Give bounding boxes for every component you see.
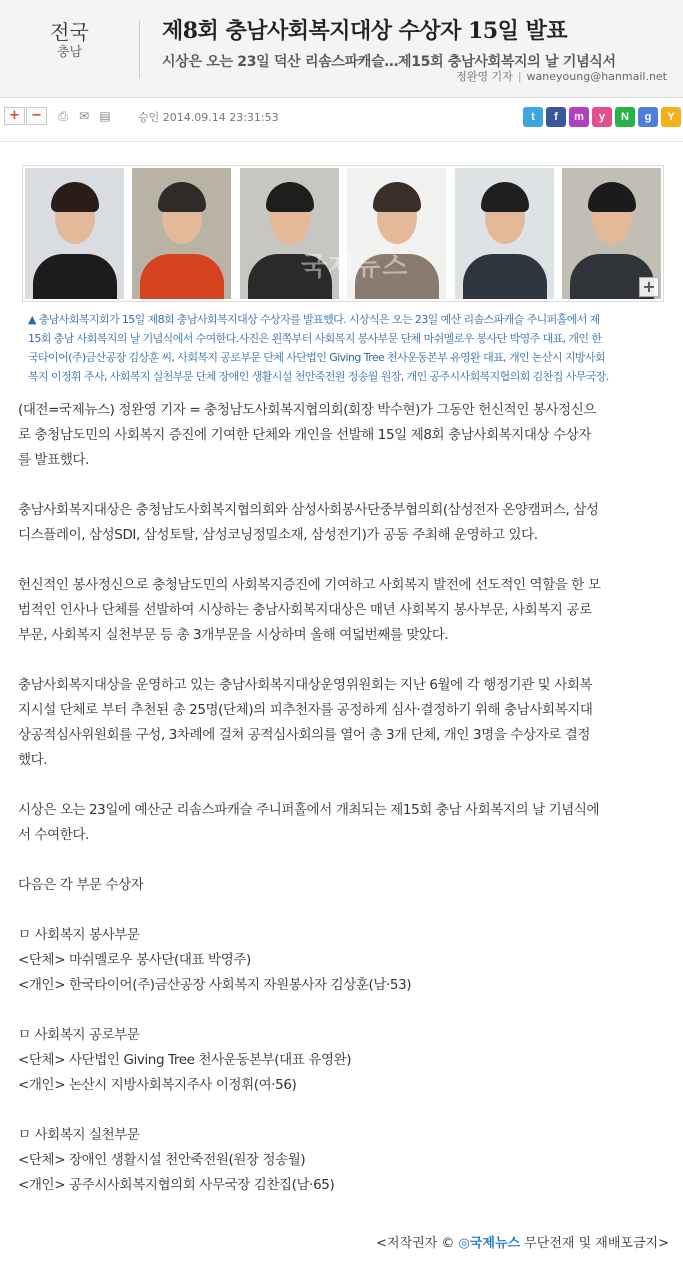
caption-line: 국타이어(주)금산공장 김상훈 씨, 사회복지 공로부문 단체 사단법인 Giving Tree 천사운동본부 유영완 대표, 개인 논산시 지방사회 [28, 351, 605, 364]
article-line: 부문, 사회복지 실천부문 등 총 3개부문을 시상하며 올해 여덟번째를 맞았다. [18, 627, 449, 643]
paragraph-gap [18, 848, 668, 873]
article-line: 충남사회복지대상을 운영하고 있는 충남사회복지대상운영위원회는 지난 6월에 각 행정기관 및 사회복 [18, 677, 593, 693]
article-line: ㅁ 사회복지 공로부문 [18, 1027, 140, 1043]
caption-line: 15회 충남 사회복지의 날 기념식에서 수여한다.사진은 왼쪽부터 사회복지 봉사부문 단체 마쉬멜로우 봉사단 박영주 대표, 개인 한 [28, 332, 602, 345]
article-line: 시상은 오는 23일에 예산군 리솜스파캐슬 주니퍼홀에서 개최되는 제15회 충남 사회복지의 날 기념식에 [18, 802, 600, 818]
article-line: 로 충청남도민의 사회복지 증진에 기여한 단체와 개인을 선발해 15일 제8회 충남사회복지대상 수상자 [18, 427, 592, 443]
paragraph-gap [18, 898, 668, 923]
article-body [18, 398, 668, 1198]
portrait-hair [588, 182, 636, 212]
google-icon[interactable]: g [638, 107, 658, 127]
byline-separator: | [517, 70, 522, 83]
headline [162, 14, 672, 71]
font-zoom [4, 107, 48, 125]
article-line: ㅁ 사회복지 실천부문 [18, 1127, 140, 1143]
article-line: <개인> 한국타이어(주)금산공장 사회복지 자원봉사자 김상훈(남·53) [18, 977, 412, 993]
reporter-name: 정완영 기자 [456, 70, 513, 83]
naver-icon[interactable]: N [615, 107, 635, 127]
font-decrease-button[interactable]: − [26, 107, 47, 125]
paragraph-gap [18, 548, 668, 573]
article-tools [54, 107, 117, 125]
article-line: (대전=국제뉴스) 정완영 기자 = 충청남도사회복지협의회(회장 박수현)가 그동안 헌신적인 봉사정신으 [18, 402, 597, 418]
portrait-1 [25, 168, 124, 299]
article-header [0, 0, 683, 98]
article-line: <개인> 논산시 지방사회복지주사 이정휘(여·56) [18, 1077, 297, 1093]
copyright-prefix: <저작권자 © [376, 1236, 455, 1251]
article-line: 범적인 인사나 단체를 선발하여 시상하는 충남사회복지대상은 매년 사회복지 봉사부문, 사회복지 공로 [18, 602, 592, 618]
article-line: <단체> 마쉬멜로우 봉사단(대표 박영주) [18, 952, 251, 968]
article-line: 디스플레이, 삼성SDI, 삼성토탈, 삼성코닝정밀소재, 삼성전기)가 공동 주최해 운영하고 있다. [18, 527, 538, 543]
article-line: 헌신적인 봉사정신으로 충청남도민의 사회복지증진에 기여하고 사회복지 발전에 선도적인 역할을 한 모 [18, 577, 601, 593]
section-main: 전국 [50, 20, 89, 44]
twitter-icon[interactable]: t [523, 107, 543, 127]
article-line: 지시설 단체로 부터 추천된 총 25명(단체)의 피추천자를 공정하게 심사·결정하기 위해 충남사회복지대 [18, 702, 593, 718]
caption-line: ▲ 충남사회복지회가 15일 제8회 충남사회복지대상 수상자를 발표했다. 시상식은 오는 23일 예산 리솜스파캐슬 주니퍼홀에서 제 [28, 313, 600, 326]
reporter-email[interactable]: waneyoung@hanmail.net [526, 70, 667, 83]
article-title: 제8회 충남사회복지대상 수상자 15일 발표 [162, 18, 568, 44]
brand-logo-icon: ◎ [458, 1236, 470, 1251]
bookmark-icon[interactable]: Y [661, 107, 681, 127]
byline [456, 68, 667, 84]
portrait-body [140, 254, 224, 299]
portrait-hair [51, 182, 99, 212]
portrait-hair [481, 182, 529, 212]
winner-portraits [25, 168, 661, 299]
photo-watermark: 국제뉴스 [301, 252, 410, 282]
article-line: 를 발표했다. [18, 452, 89, 468]
copyright-brand: 국제뉴스 [469, 1236, 521, 1251]
award-photo [22, 165, 664, 302]
copyright-suffix: 무단전재 및 재배포금지> [524, 1236, 669, 1251]
portrait-5 [455, 168, 554, 299]
approved-timestamp: 승인 2014.09.14 23:31:53 [138, 111, 279, 124]
share-buttons [520, 107, 681, 127]
paragraph-gap [18, 473, 668, 498]
me2day-icon[interactable]: m [569, 107, 589, 127]
paragraph-gap [18, 1098, 668, 1123]
paragraph-gap [18, 773, 668, 798]
article-line: <단체> 장애인 생활시설 천안죽전원(원장 정송월) [18, 1152, 306, 1168]
yozm-icon[interactable]: y [592, 107, 612, 127]
article-line: 다음은 각 부문 수상자 [18, 877, 144, 893]
print-icon[interactable]: ⎙ [58, 109, 68, 123]
article-toolbar [0, 98, 683, 142]
portrait-body [33, 254, 117, 299]
photo-caption [28, 310, 660, 386]
article-line: <단체> 사단법인 Giving Tree 천사운동본부(대표 유영완) [18, 1052, 352, 1068]
portrait-hair [373, 182, 421, 212]
article-line: ㅁ 사회복지 봉사부문 [18, 927, 140, 943]
article-line: 서 수여한다. [18, 827, 89, 843]
article-line: 충남사회복지대상은 충청남도사회복지협의회와 삼성사회봉사단중부협의회(삼성전자 온양캠퍼스, 삼성 [18, 502, 599, 518]
article-line: <개인> 공주시사회복지협의회 사무국장 김찬집(남·65) [18, 1177, 335, 1193]
paragraph-gap [18, 648, 668, 673]
archive-icon[interactable]: ▤ [99, 109, 111, 123]
portrait-hair [266, 182, 314, 212]
caption-line: 복지 이정휘 주사, 사회복지 실천부문 단체 장애인 생활시설 천안죽전원 정송월 원장, 개인 공주시사회복지협의회 김찬집 사무국장. [28, 370, 609, 383]
section-sub: 충남 [56, 45, 83, 60]
paragraph-gap [18, 998, 668, 1023]
facebook-icon[interactable]: f [546, 107, 566, 127]
font-increase-button[interactable]: + [4, 107, 25, 125]
portrait-2 [132, 168, 231, 299]
portrait-body [463, 254, 547, 299]
enlarge-photo-button[interactable]: + [639, 277, 659, 297]
copyright-notice [376, 1232, 669, 1251]
article-line: 했다. [18, 752, 48, 768]
portrait-hair [158, 182, 206, 212]
article-line: 상공적심사위원회를 구성, 3차례에 걸쳐 공적심사회의를 열어 총 3개 단체, 개인 3명을 수상자로 결정 [18, 727, 591, 743]
email-icon[interactable]: ✉ [78, 109, 90, 123]
section-label [0, 20, 140, 78]
article-subtitle: 시상은 오는 23일 덕산 리솜스파캐슬…제15회 충남사회복지의 날 기념식서 [162, 54, 616, 70]
